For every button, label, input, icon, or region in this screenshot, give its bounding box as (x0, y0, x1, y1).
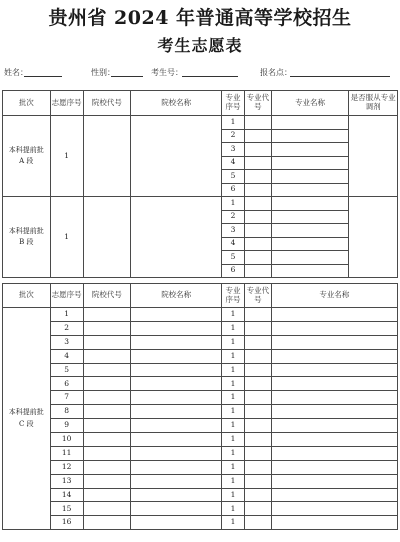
header-school-name: 院校名称 (131, 284, 222, 308)
major-number: 1 (222, 488, 245, 502)
major-number: 1 (222, 321, 245, 335)
batch-name: 本科提前批 (8, 226, 44, 235)
choice-number: 4 (50, 349, 83, 363)
table-row (3, 335, 398, 349)
header-major-no: 专业序号 (222, 284, 245, 308)
major-number: 2 (222, 210, 245, 224)
school-name-field[interactable] (131, 433, 222, 447)
school-code-field[interactable] (83, 391, 131, 405)
school-name-field[interactable] (131, 197, 222, 278)
major-name-field[interactable] (271, 488, 397, 502)
advance-batch-c-table (2, 283, 398, 530)
batch-segment: B 段 (19, 238, 34, 246)
header-row-ab (3, 91, 398, 116)
header-batch: 批次 (3, 284, 51, 308)
school-name-field[interactable] (131, 419, 222, 433)
school-code-field[interactable] (83, 321, 131, 335)
school-code-field[interactable] (83, 377, 131, 391)
major-number: 1 (222, 197, 245, 211)
major-code-field[interactable] (244, 391, 271, 405)
major-name-field[interactable] (271, 143, 349, 157)
table-row (3, 377, 398, 391)
major-code-field[interactable] (244, 516, 271, 530)
school-name-field[interactable] (131, 308, 222, 322)
major-name-field[interactable] (271, 308, 397, 322)
school-name-field[interactable] (131, 321, 222, 335)
header-school-code: 院校代号 (83, 91, 131, 116)
choice-number: 7 (50, 391, 83, 405)
school-code-field[interactable] (83, 116, 131, 197)
major-name-field[interactable] (271, 129, 349, 143)
header-school-code: 院校代号 (83, 284, 131, 308)
major-code-field[interactable] (244, 264, 271, 278)
major-name-field[interactable] (271, 349, 397, 363)
major-name-field[interactable] (271, 224, 349, 238)
major-code-field[interactable] (244, 460, 271, 474)
site-label: 报名点： (260, 68, 292, 77)
table-row (3, 433, 398, 447)
major-number: 1 (222, 433, 245, 447)
major-code-field[interactable] (244, 405, 271, 419)
header-major-code: 专业代号 (244, 91, 271, 116)
school-name-field[interactable] (131, 516, 222, 530)
major-code-field[interactable] (244, 377, 271, 391)
table-row (3, 446, 398, 460)
major-number: 3 (222, 143, 245, 157)
choice-number: 15 (50, 502, 83, 516)
applicant-info-row (0, 67, 400, 81)
major-name-field[interactable] (271, 363, 397, 377)
exam-no-field[interactable] (182, 76, 238, 77)
school-name-field[interactable] (131, 116, 222, 197)
choice-number: 16 (50, 516, 83, 530)
table-row (3, 197, 398, 211)
major-name-field[interactable] (271, 405, 397, 419)
major-number: 5 (222, 170, 245, 184)
school-code-field[interactable] (83, 502, 131, 516)
batch-segment: C 段 (18, 419, 34, 428)
major-code-field[interactable] (244, 349, 271, 363)
exam-no-label: 考生号： (151, 68, 183, 77)
major-name-field[interactable] (271, 419, 397, 433)
header-choice-no: 志愿序号 (50, 91, 83, 116)
adjust-field[interactable] (349, 197, 398, 278)
major-name-field[interactable] (271, 446, 397, 460)
major-number: 4 (222, 156, 245, 170)
school-name-field[interactable] (131, 446, 222, 460)
major-number: 1 (222, 474, 245, 488)
batch-name: 本科提前批 (8, 145, 44, 154)
choice-number: 6 (50, 377, 83, 391)
major-name-field[interactable] (271, 391, 397, 405)
table-row (3, 419, 398, 433)
major-number: 2 (222, 129, 245, 143)
site-field[interactable] (290, 76, 390, 77)
major-name-field[interactable] (271, 237, 349, 251)
major-name-field[interactable] (271, 433, 397, 447)
school-code-field[interactable] (83, 460, 131, 474)
choice-number: 2 (50, 321, 83, 335)
major-number: 1 (222, 391, 245, 405)
major-name-field[interactable] (271, 460, 397, 474)
school-code-field[interactable] (83, 349, 131, 363)
major-number: 1 (222, 308, 245, 322)
school-code-field[interactable] (83, 488, 131, 502)
school-name-field[interactable] (131, 405, 222, 419)
major-code-field[interactable] (244, 170, 271, 184)
major-code-field[interactable] (244, 419, 271, 433)
table-row (3, 363, 398, 377)
major-code-field[interactable] (244, 488, 271, 502)
advance-batch-ab-table (2, 90, 398, 278)
table-row (3, 474, 398, 488)
major-code-field[interactable] (244, 224, 271, 238)
choice-number: 1 (50, 308, 83, 322)
major-name-field[interactable] (271, 156, 349, 170)
major-code-field[interactable] (244, 502, 271, 516)
major-number: 4 (222, 237, 245, 251)
table-row (3, 308, 398, 322)
school-name-field[interactable] (131, 335, 222, 349)
major-name-field[interactable] (271, 516, 397, 530)
major-number: 6 (222, 264, 245, 278)
major-name-field[interactable] (271, 502, 397, 516)
major-name-field[interactable] (271, 321, 397, 335)
header-major-name: 专业名称 (271, 284, 397, 308)
major-number: 1 (222, 377, 245, 391)
major-number: 1 (222, 460, 245, 474)
major-name-field[interactable] (271, 116, 349, 130)
table-row (3, 321, 398, 335)
major-code-field[interactable] (244, 197, 271, 211)
batch-cell (3, 308, 51, 530)
name-field[interactable] (24, 76, 62, 77)
table-row (3, 405, 398, 419)
choice-number: 14 (50, 488, 83, 502)
header-row-c (3, 284, 398, 308)
major-code-field[interactable] (244, 446, 271, 460)
major-code-field[interactable] (244, 183, 271, 197)
table-row (3, 516, 398, 530)
choice-number: 11 (50, 446, 83, 460)
school-code-field[interactable] (83, 197, 131, 278)
school-name-field[interactable] (131, 488, 222, 502)
major-name-field[interactable] (271, 264, 349, 278)
major-code-field[interactable] (244, 321, 271, 335)
major-name-field[interactable] (271, 210, 349, 224)
header-major-no: 专业序号 (222, 91, 245, 116)
adjust-field[interactable] (349, 116, 398, 197)
school-name-field[interactable] (131, 391, 222, 405)
school-name-field[interactable] (131, 349, 222, 363)
major-number: 1 (222, 446, 245, 460)
school-code-field[interactable] (83, 419, 131, 433)
table-row (3, 502, 398, 516)
school-name-field[interactable] (131, 502, 222, 516)
school-name-field[interactable] (131, 460, 222, 474)
form-subtitle: 考生志愿表 (157, 36, 243, 55)
choice-number: 13 (50, 474, 83, 488)
school-code-field[interactable] (83, 335, 131, 349)
school-code-field[interactable] (83, 433, 131, 447)
header-adjust: 是否服从专业调剂 (349, 91, 398, 116)
form-title: 贵州省 2024 年普通高等学校招生 (48, 7, 352, 29)
name-label: 姓名： (4, 68, 28, 77)
major-number: 1 (222, 335, 245, 349)
school-name-field[interactable] (131, 377, 222, 391)
major-name-field[interactable] (271, 474, 397, 488)
major-name-field[interactable] (271, 197, 349, 211)
school-code-field[interactable] (83, 446, 131, 460)
school-code-field[interactable] (83, 308, 131, 322)
school-name-field[interactable] (131, 363, 222, 377)
major-number: 1 (222, 516, 245, 530)
batch-name: 本科提前批 (8, 408, 44, 417)
major-code-field[interactable] (244, 308, 271, 322)
major-code-field[interactable] (244, 474, 271, 488)
major-number: 1 (222, 419, 245, 433)
major-name-field[interactable] (271, 335, 397, 349)
major-code-field[interactable] (244, 251, 271, 265)
school-code-field[interactable] (83, 405, 131, 419)
header-school-name: 院校名称 (131, 91, 222, 116)
table-row (3, 349, 398, 363)
batch-cell (3, 116, 51, 197)
batch-cell (3, 197, 51, 278)
choice-number: 1 (50, 197, 83, 278)
gender-label: 性别： (91, 68, 115, 77)
major-number: 3 (222, 224, 245, 238)
major-number: 1 (222, 349, 245, 363)
choice-number: 8 (50, 405, 83, 419)
header-major-code: 专业代号 (244, 284, 271, 308)
major-name-field[interactable] (271, 183, 349, 197)
choice-number: 5 (50, 363, 83, 377)
choice-number: 12 (50, 460, 83, 474)
school-code-field[interactable] (83, 516, 131, 530)
major-name-field[interactable] (271, 251, 349, 265)
major-name-field[interactable] (271, 377, 397, 391)
school-code-field[interactable] (83, 363, 131, 377)
major-name-field[interactable] (271, 170, 349, 184)
major-code-field[interactable] (244, 129, 271, 143)
major-code-field[interactable] (244, 116, 271, 130)
major-code-field[interactable] (244, 143, 271, 157)
school-code-field[interactable] (83, 474, 131, 488)
choice-number: 3 (50, 335, 83, 349)
major-number: 1 (222, 502, 245, 516)
table-row (3, 488, 398, 502)
major-code-field[interactable] (244, 210, 271, 224)
choice-number: 9 (50, 419, 83, 433)
major-number: 1 (222, 116, 245, 130)
major-code-field[interactable] (244, 156, 271, 170)
choice-number: 1 (50, 116, 83, 197)
major-number: 1 (222, 363, 245, 377)
table-row (3, 460, 398, 474)
gender-field[interactable] (111, 76, 143, 77)
major-code-field[interactable] (244, 237, 271, 251)
major-code-field[interactable] (244, 335, 271, 349)
header-choice-no: 志愿序号 (50, 284, 83, 308)
batch-segment: A 段 (19, 157, 34, 165)
table-row (3, 116, 398, 130)
major-code-field[interactable] (244, 363, 271, 377)
header-batch: 批次 (3, 91, 51, 116)
major-code-field[interactable] (244, 433, 271, 447)
school-name-field[interactable] (131, 474, 222, 488)
major-number: 5 (222, 251, 245, 265)
table-row (3, 391, 398, 405)
major-number: 1 (222, 405, 245, 419)
choice-number: 10 (50, 433, 83, 447)
major-number: 6 (222, 183, 245, 197)
header-major-name: 专业名称 (271, 91, 349, 116)
